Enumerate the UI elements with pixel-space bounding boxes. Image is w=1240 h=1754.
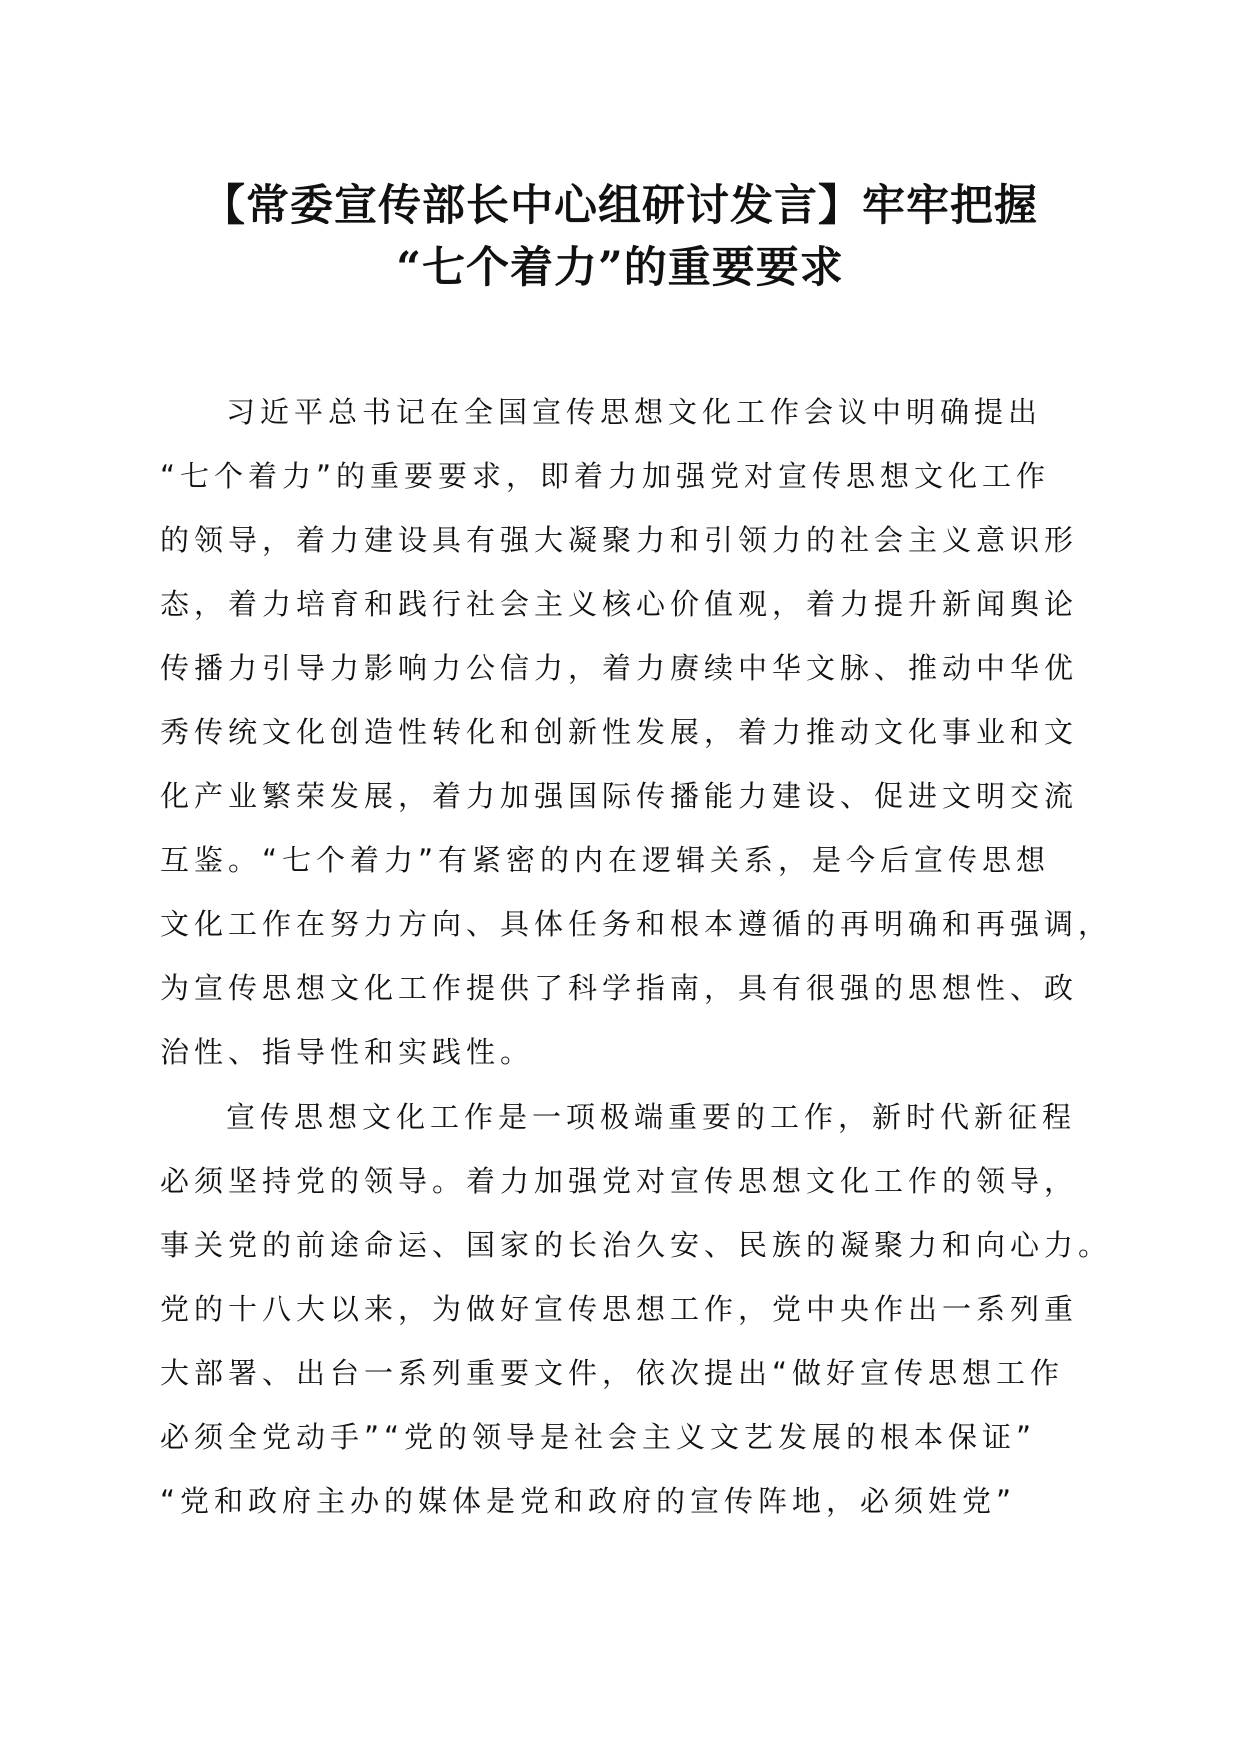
paragraph-line: 的领导，着力建设具有强大凝聚力和引领力的社会主义意识形	[160, 523, 1079, 557]
paragraph-line: 宣传思想文化工作是一项极端重要的工作，新时代新征程	[226, 1100, 1077, 1134]
paragraph-line: 秀传统文化创造性转化和创新性发展，着力推动文化事业和文	[160, 715, 1079, 749]
paragraph-line: 事关党的前途命运、国家的长治久安、民族的凝聚力和向心力。	[160, 1228, 1113, 1262]
paragraph-line: 必须全党动手”“党的领导是社会主义文艺发展的根本保证”	[160, 1420, 1037, 1454]
paragraph-line: 互鉴。“七个着力”有紧密的内在逻辑关系，是今后宣传思想	[160, 843, 1051, 877]
paragraph-line: 党的十八大以来，为做好宣传思想工作，党中央作出一系列重	[160, 1292, 1079, 1326]
paragraph-line: “党和政府主办的媒体是党和政府的宣传阵地，必须姓党”	[160, 1484, 1017, 1518]
paragraph-line: 必须坚持党的领导。着力加强党对宣传思想文化工作的领导，	[160, 1164, 1079, 1198]
paragraph-line: 治性、指导性和实践性。	[160, 1035, 535, 1069]
paragraph-line: 大部署、出台一系列重要文件，依次提出“做好宣传思想工作	[160, 1356, 1065, 1390]
paragraph-line: 传播力引导力影响力公信力，着力赓续中华文脉、推动中华优	[160, 651, 1079, 685]
document-title-line-1: 【常委宣传部长中心组研讨发言】牢牢把握	[202, 181, 1038, 231]
paragraph-line: “七个着力”的重要要求，即着力加强党对宣传思想文化工作	[160, 459, 1051, 493]
paragraph-line: 态，着力培育和践行社会主义核心价值观，着力提升新闻舆论	[160, 587, 1079, 621]
paragraph-line: 文化工作在努力方向、具体任务和根本遵循的再明确和再强调，	[160, 907, 1113, 941]
paragraph-line: 化产业繁荣发展，着力加强国际传播能力建设、促进文明交流	[160, 779, 1079, 813]
paragraph-2	[160, 1085, 1113, 1533]
document-title-line-2: “七个着力”的重要要求	[396, 243, 844, 293]
paragraph-line: 为宣传思想文化工作提供了科学指南，具有很强的思想性、政	[160, 971, 1079, 1005]
paragraph-1	[160, 380, 1113, 1084]
paragraph-line: 习近平总书记在全国宣传思想文化工作会议中明确提出	[226, 395, 1043, 429]
